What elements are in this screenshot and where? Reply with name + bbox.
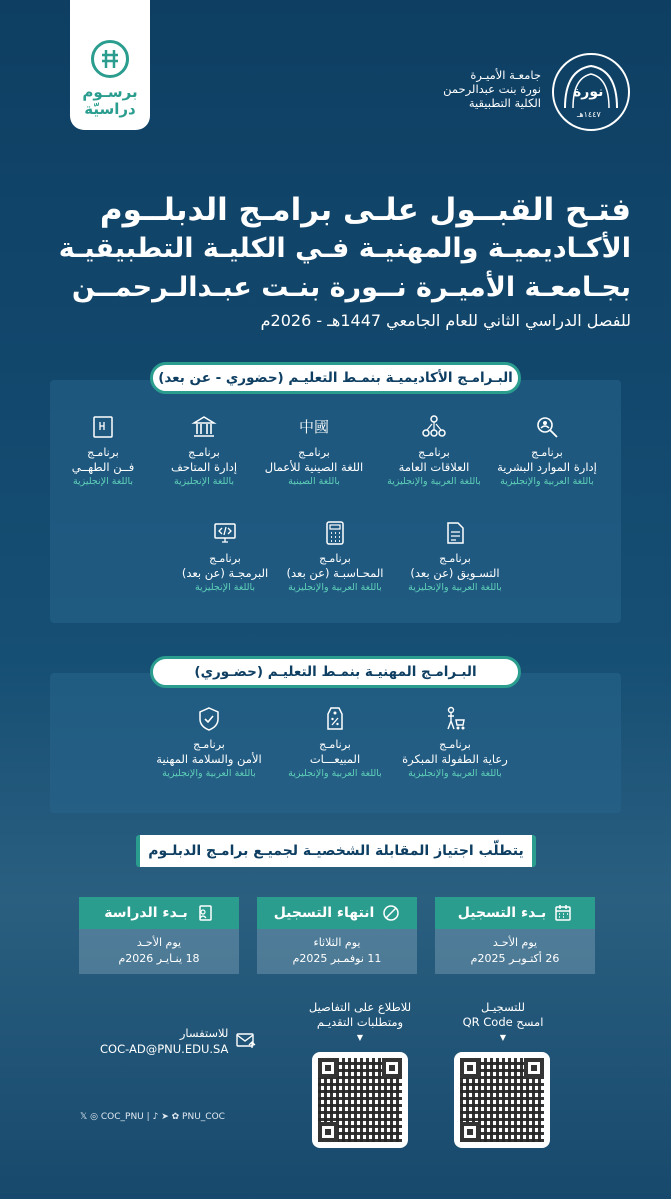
qr-pattern — [460, 1058, 544, 1142]
program-name: إدارة المتاحف — [170, 460, 238, 474]
people-network-icon — [421, 414, 447, 440]
date-card-registration-end — [257, 897, 417, 974]
headline-line-2: الأكـاديميـة والمهنيـة فـي الكليـة التطبيقيـة — [58, 233, 631, 264]
program-language: باللغة الإنجليزية — [72, 476, 134, 487]
program-childcare — [396, 706, 514, 781]
date-day: يوم الأحـد — [492, 936, 538, 949]
program-name: التسـويق (عن بعد) — [410, 566, 500, 580]
calculator-icon — [322, 520, 348, 546]
date-value: 18 ينـايـر 2026م — [118, 952, 200, 965]
badge-line-2: دراسيّة — [84, 100, 136, 118]
contact-block — [100, 1025, 256, 1057]
date-day: يوم الثلاثاء — [313, 936, 361, 949]
qr-finder — [382, 1058, 402, 1078]
program-prefix: برنامـج — [531, 446, 563, 459]
no-entry-icon — [382, 904, 400, 922]
program-name: الأمن والسلامة المهنية — [156, 752, 262, 766]
date-card-study-start — [79, 897, 239, 974]
program-name: العلاقات العامة — [398, 460, 470, 474]
cookbook-icon — [90, 414, 116, 440]
sale-tag-icon — [322, 706, 348, 732]
program-prefix: برنامـج — [319, 738, 351, 751]
program-chinese — [255, 414, 373, 489]
program-sales — [276, 706, 394, 781]
code-monitor-icon — [212, 520, 238, 546]
program-language: باللغة العربية والإنجليزية — [408, 582, 502, 593]
program-prefix: برنامـج — [298, 446, 330, 459]
program-prefix: برنامـج — [188, 446, 220, 459]
social-bar — [80, 1112, 225, 1122]
university-line-1: جامعـة الأميـرة — [470, 68, 541, 82]
program-prefix: برنامـج — [87, 446, 119, 459]
contact-email[interactable]: COC-AD@PNU.EDU.SA — [100, 1042, 229, 1056]
program-language: باللغة العربية والإنجليزية — [408, 768, 502, 779]
qr-finder — [460, 1058, 480, 1078]
qr-code-details[interactable] — [312, 1052, 408, 1148]
tuition-fees-icon — [91, 40, 129, 78]
vocational-title: البـرامـج المهنيـة بنمـط التعليـم (حضـوري) — [150, 656, 521, 688]
program-name: البرمجـة (عن بعد) — [181, 566, 269, 580]
qr-label-register — [448, 1000, 558, 1045]
program-language: باللغة الإنجليزية — [194, 582, 256, 593]
program-marketing — [396, 520, 514, 595]
program-name: رعاية الطفولة المبكرة — [402, 752, 508, 766]
date-value: 26 أكتـوبـر 2025م — [470, 952, 560, 965]
museum-icon — [191, 414, 217, 440]
logo-text: نورة — [573, 84, 604, 100]
academic-title: البـرامـج الأكاديميـة بنمـط التعليـم (حضوري - عن بعد) — [150, 362, 521, 394]
program-language: باللغة العربية والإنجليزية — [387, 476, 481, 487]
program-language: باللغة العربية والإنجليزية — [162, 768, 256, 779]
qr-finder — [460, 1122, 480, 1142]
program-language: باللغة الإنجليزية — [173, 476, 235, 487]
calendar-icon — [554, 904, 572, 922]
study-icon — [196, 904, 214, 922]
social-separator: | — [146, 1112, 150, 1122]
program-accounting — [276, 520, 394, 595]
date-body — [257, 929, 417, 974]
program-culinary — [44, 414, 162, 489]
headline-line-1: فتـح القبــول علـى برامـج الدبلــوم — [99, 192, 631, 228]
date-day: يوم الأحـد — [136, 936, 182, 949]
social-handle-2: PNU_COC — [182, 1112, 225, 1122]
program-programming — [166, 520, 284, 595]
stroller-icon — [442, 706, 468, 732]
program-language: باللغة العربية والإنجليزية — [288, 768, 382, 779]
telegram-icon[interactable]: ➤ — [161, 1112, 169, 1122]
chevron-down-icon: ▼ — [356, 1033, 364, 1042]
interview-note: يتطلّب اجتياز المقابلة الشخصيـة لجميـع برامـج الدبلـوم — [136, 835, 536, 867]
chevron-down-icon: ▼ — [499, 1033, 507, 1042]
date-body — [79, 929, 239, 974]
qr-finder — [318, 1122, 338, 1142]
snapchat-icon[interactable]: ✿ — [171, 1112, 180, 1122]
qr-pattern — [318, 1058, 402, 1142]
program-language: باللغة الصينية — [288, 476, 340, 487]
program-museums — [145, 414, 263, 489]
chinese-character-icon: 中國 — [298, 418, 329, 436]
qr-label-details — [305, 1000, 415, 1045]
program-name: فــن الطهــي — [71, 460, 135, 474]
date-head — [257, 897, 417, 929]
date-head — [79, 897, 239, 929]
date-value: 11 نوفمـبر 2025م — [292, 952, 382, 965]
program-name: إدارة الموارد البشرية — [497, 460, 597, 474]
qr-label-line-1: للاطلاع على التفاصيل — [308, 1000, 412, 1014]
university-logo — [551, 52, 631, 132]
shield-check-icon — [196, 706, 222, 732]
university-name — [443, 68, 541, 110]
university-line-3: الكلية التطبيقية — [468, 96, 541, 110]
date-card-registration-start — [435, 897, 595, 974]
instagram-icon[interactable]: ◎ — [90, 1112, 98, 1122]
program-pr — [375, 414, 493, 489]
program-safety — [150, 706, 268, 781]
social-handle-1: COC_PNU — [100, 1112, 144, 1122]
program-name: المحـاسبـة (عن بعد) — [286, 566, 384, 580]
badge-line-1: برسـوم — [82, 83, 138, 101]
logo-year: ١٤٤٧هـ — [577, 110, 601, 119]
qr-label-line-2: امسح QR Code — [462, 1015, 544, 1029]
headline-line-4: للفصل الدراسي الثاني للعام الجامعي 1447هـ - 2026م — [260, 311, 631, 330]
date-label: انتهاء التسجيل — [273, 905, 375, 921]
program-prefix: برنامـج — [209, 552, 241, 565]
tuition-badge — [70, 0, 150, 130]
program-language: باللغة العربية والإنجليزية — [500, 476, 594, 487]
university-line-2: نورة بنت عبدالرحمن — [443, 82, 541, 96]
hr-search-icon — [534, 414, 560, 440]
program-prefix: برنامـج — [319, 552, 351, 565]
qr-label-line-2: ومتطلبات التقديـم — [316, 1015, 404, 1029]
program-prefix: برنامـج — [418, 446, 450, 459]
qr-code-register[interactable] — [454, 1052, 550, 1148]
program-name: اللغة الصينية للأعمال — [264, 460, 364, 474]
program-prefix: برنامـج — [193, 738, 225, 751]
qr-finder — [318, 1058, 338, 1078]
program-language: باللغة العربية والإنجليزية — [288, 582, 382, 593]
marketing-doc-icon — [442, 520, 468, 546]
date-head — [435, 897, 595, 929]
qr-label-line-1: للتسجيـل — [480, 1000, 525, 1014]
program-hr — [488, 414, 606, 489]
x-icon[interactable]: 𝕏 — [80, 1112, 88, 1122]
date-label: بـدء الدراسة — [104, 905, 188, 921]
date-label: بـدء التسجيل — [457, 905, 547, 921]
headline-line-3: بجـامعـة الأميـرة نــورة بنـت عبـدالـرحمــن — [71, 272, 631, 303]
email-icon — [236, 1032, 256, 1050]
qr-finder — [524, 1058, 544, 1078]
program-prefix: برنامـج — [439, 738, 471, 751]
contact-label: للاستفسار — [179, 1026, 229, 1040]
program-name: المبيعـــات — [309, 752, 361, 766]
program-prefix: برنامـج — [439, 552, 471, 565]
date-body — [435, 929, 595, 974]
tiktok-icon[interactable]: ♪ — [152, 1112, 159, 1122]
